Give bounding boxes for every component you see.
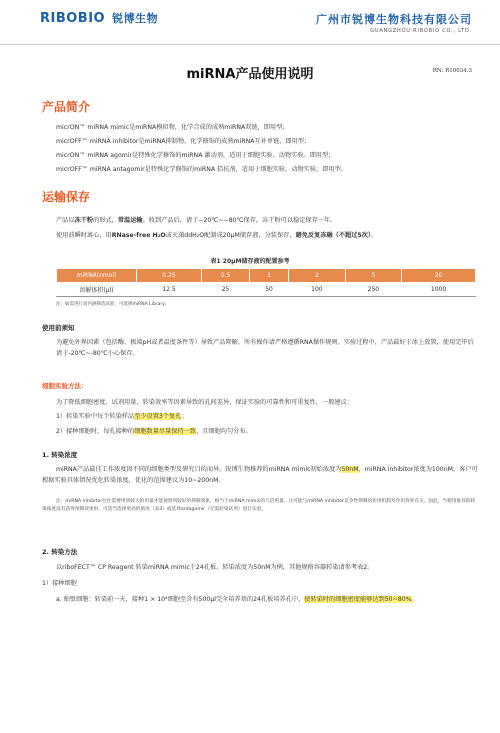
text-span: 2）接种细胞时，每孔接种的: [56, 428, 135, 435]
intro-line-2: micrOFF™ miRNA inhibitor是miRNA抑制物，化学修饰的成熟miRNA互补单链，即用型；: [56, 138, 311, 145]
storage-line-2: [56, 231, 476, 242]
cell-intro: 为了降低细胞密度、试剂用量，转染效率等因素导致的孔间差异，保证实验的可靠性和可重复性，一般建议：: [56, 399, 353, 406]
page-header: [0, 0, 500, 48]
table-cell: miRNA(nmol): [57, 269, 137, 283]
cell-method-heading: 细胞实验方法：: [42, 382, 88, 390]
intro-line-3: micrON™ miRNA agomir是特殊化学修饰的miRNA 激动剂，适用于细胞实验、动物实验。即用型；: [56, 152, 335, 159]
logo-cn-text: 锐博生物: [112, 12, 159, 25]
intro-line-4: micrOFF™ miRNA antagomir是特殊化学修饰的miRNA 拮抗剂，适用于细胞实验、动物实验，即用型。: [56, 166, 347, 173]
company-name-en: GUANGZHOU RIBOBIO CO., LTD.: [370, 28, 472, 34]
bold-span: 冻干粉: [74, 217, 94, 224]
text-span: a. 贴壁细胞：转染前一天，接种1 × 10⁴细胞至含有500μl完全培养基的24孔板培养孔中，: [56, 596, 305, 603]
text-span: 产品以: [56, 217, 75, 224]
table-title: 表1 20μM储存液的配置参考: [210, 258, 290, 265]
table-cell: 50: [249, 283, 288, 297]
concentration-note: 注：miRNA inhibitor往往需要用到较大的用量才能观察到较好的抑制效果，相当于miRNA mimic的几倍用量。这可能与miRNA inhibitor竞争性抑制的作用机制及作用效率有关。因此，当使用推荐的转染浓度没有获得预期效果时，可适当选择更高的浓度（表3）或选择antagomir（无需转染试剂）进行实验。: [42, 499, 476, 512]
method-heading: 2. 转染方法: [42, 548, 78, 556]
header-divider: [0, 44, 500, 45]
text-span: ，miRNA inhibitor浓度为100nM，客户可根据实验具体情况优化转染浓度，优化的范围建议为10~200nM。: [42, 466, 478, 484]
table-note: 注：如需进行高内涵筛选试验，可选择miRNA Library。: [56, 302, 170, 307]
table-cell: 25: [202, 283, 250, 297]
table-cell: 20: [402, 269, 476, 283]
text-span: ；: [181, 413, 188, 420]
highlight-span: 至少设置3个复孔: [134, 413, 182, 420]
intro-heading: 产品简介: [42, 100, 91, 114]
bold-span: 避免反复冻融（不超过5次）: [295, 232, 371, 239]
method-step-a: [42, 595, 478, 606]
text-span: 或灭菌ddH₂O配制成20μM储存液，分装保存，: [165, 232, 296, 239]
notice-text: 为避免外界因素（包括酶、极端pH或者温度条件等）导致产品降解，所有操作请严格遵循RNA操作规则。实验过程中，产品最好于冰上放置，使用完毕后请于-20℃~-80℃小心保存。: [56, 339, 474, 357]
text-span: ，且细胞均匀分布。: [196, 428, 252, 435]
text-span: 的形式，: [93, 217, 118, 224]
method-step-1: 1）接种细胞: [42, 580, 77, 587]
text-span: 使用前瞬时离心，用: [56, 232, 112, 239]
table-cell: 1000: [402, 283, 476, 297]
table-cell: 2: [289, 269, 345, 283]
table-cell: 0.5: [202, 269, 250, 283]
ribobio-logo: [40, 10, 158, 26]
intro-line-1: micrON™ miRNA mimic是miRNA模拟物，化学合成的成熟miRNA双链，即用型；: [56, 124, 289, 131]
company-name-cn: 广州市锐博生物科技有限公司: [316, 13, 472, 26]
concentration-heading: 1. 转染浓度: [42, 451, 78, 459]
storage-line-1: [56, 216, 476, 227]
text-span: 。: [371, 232, 378, 239]
text-span: 1）转染实验中每个转染样品: [56, 413, 135, 420]
table-cell: 12.5: [137, 283, 202, 297]
cell-item-2: [56, 427, 476, 438]
table-cell: 溶解体积(μl): [57, 283, 137, 297]
method-text: 以riboFECT™ CP Reagent 转染miRNA mimic于24孔板。转染浓度为50nM为例，其他规格容器转染请参考表2。: [56, 564, 374, 571]
highlight-span: 细胞数量尽量保持一致: [134, 428, 197, 435]
highlight-span: 50nM: [341, 466, 359, 473]
logo-text: RIBOBIO: [40, 11, 106, 26]
table-cell: 0.25: [137, 269, 202, 283]
document-title: miRNA产品使用说明: [186, 67, 314, 82]
notice-heading: 使用前须知: [42, 324, 75, 332]
table-cell: 1: [249, 269, 288, 283]
table-cell: 250: [345, 283, 401, 297]
table-cell: 5: [345, 269, 401, 283]
table-cell: 100: [289, 283, 345, 297]
cell-item-1: [56, 412, 476, 423]
bold-span: RNase-free H₂O: [111, 232, 166, 239]
concentration-text: [42, 465, 478, 486]
table-row: [57, 283, 476, 297]
text-span: 。收到产品后，请于−20℃~−80℃保存，冻干粉可以稳定保存一年。: [142, 217, 337, 224]
storage-heading: 运输保存: [42, 190, 91, 204]
text-span: 。: [411, 596, 418, 603]
document-code: RN: R10034.3: [432, 68, 472, 74]
bold-span: 常温运输: [117, 217, 143, 224]
table-row: [57, 269, 476, 283]
company-block: [316, 11, 472, 34]
stock-solution-table: [56, 268, 476, 297]
text-span: miRNA产品最佳工作浓度因不同的细胞类型及研究目的而异。锐博生物推荐的miRNA mimic初始浓度为: [56, 466, 342, 473]
highlight-span: 使转染时的细胞密度能够达到50~80%: [304, 596, 412, 603]
